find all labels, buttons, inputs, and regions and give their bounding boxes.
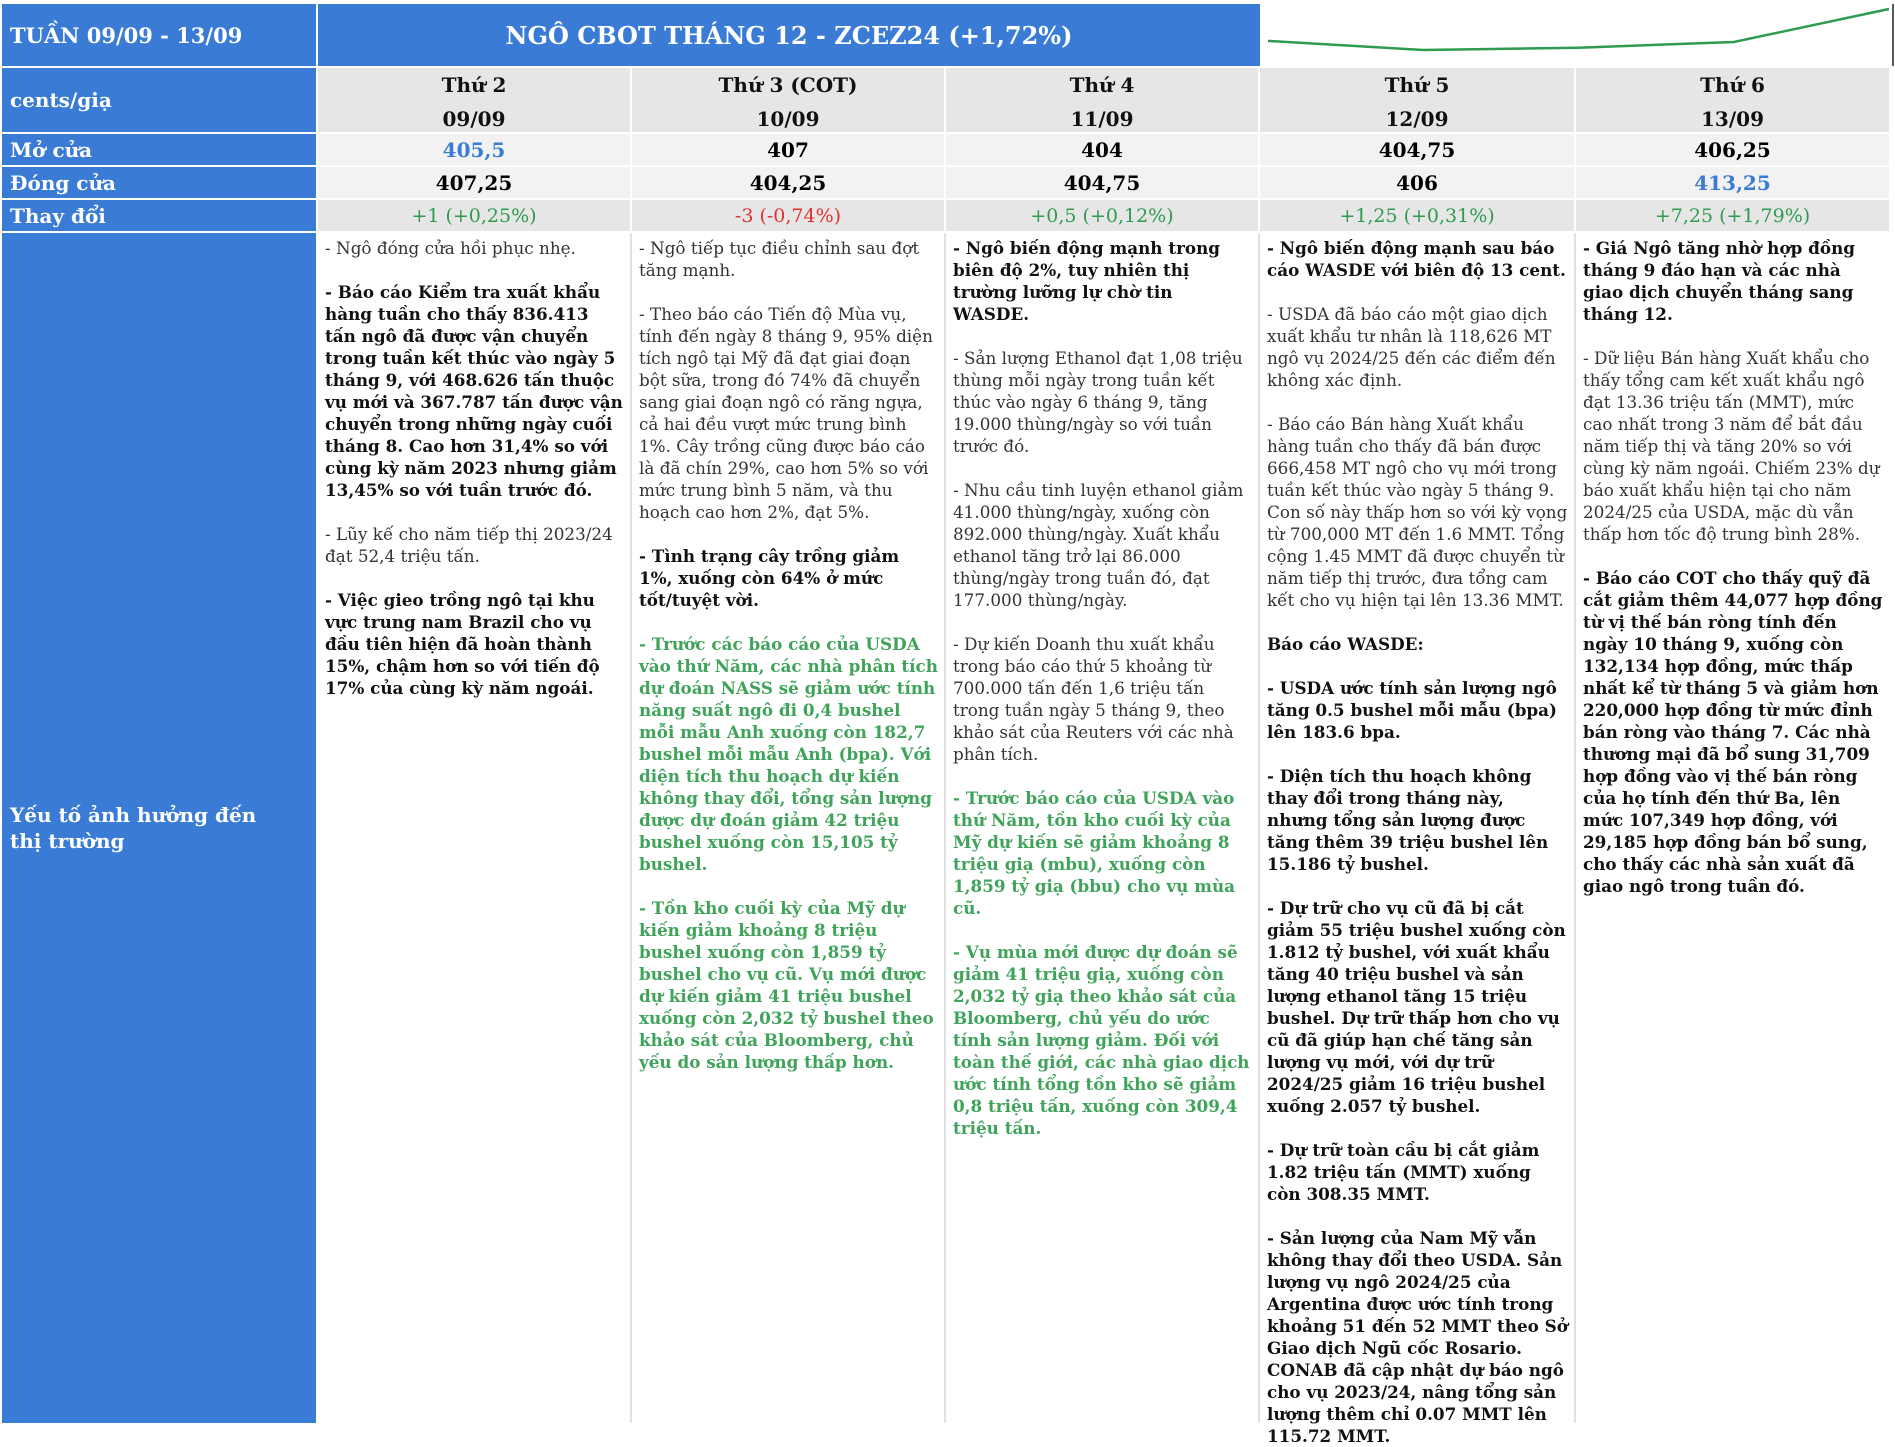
- open-value-mon: [318, 134, 630, 165]
- day-name: Thứ 2: [441, 73, 507, 97]
- close-value: 404,75: [1063, 170, 1141, 195]
- close-value: 413,25: [1694, 170, 1771, 195]
- day-name: Thứ 6: [1700, 73, 1765, 97]
- close-value-mon: [318, 167, 630, 198]
- page-title: [318, 4, 1260, 66]
- factor-text: - Dự kiến Doanh thu xuất khẩu trong báo cáo thứ 5 khoảng từ 700.000 tấn đến 1,6 triệu tấn trong tuần ngày 5 tháng 9, theo khảo sát của Reuters với các nhà phân tích.: [953, 634, 1234, 764]
- day-date: 12/09: [1385, 107, 1449, 131]
- day-header-wed: [946, 68, 1258, 132]
- factor-text: - Lũy kế cho năm tiếp thị 2023/24 đạt 52,4 triệu tấn.: [325, 524, 613, 566]
- factors-tue: [632, 233, 944, 1423]
- factor-text: - Báo cáo Kiểm tra xuất khẩu hàng tuần cho thấy 836.413 tấn ngô đã được vận chuyển trong tuần kết thúc vào ngày 5 tháng 9, với 468.626 tấn thuộc vụ mới và 367.787 tấn được vận chuyển trong những ngày cuối tháng 8. Cao hơn 31,4% so với cùng kỳ năm 2023 nhưng giảm 13,45% so với tuần trước đó.: [325, 282, 623, 500]
- close-value: 407,25: [435, 170, 513, 195]
- factors-mon: [318, 233, 630, 1423]
- factor-text: - Dự trữ toàn cầu bị cắt giảm 1.82 triệu tấn (MMT) xuống còn 308.35 MMT.: [1267, 1140, 1540, 1204]
- open-label-text: Mở cửa: [10, 137, 93, 162]
- factor-text: - Báo cáo Bán hàng Xuất khẩu hàng tuần cho thấy đã bán được 666,458 MT ngô cho vụ mới trong tuần kết thúc vào ngày 5 tháng 9. Con số này thấp hơn so với kỳ vọng từ 700,000 MT đến 1.6 MMT. Tổng cộng 1.45 MMT đã được chuyển từ năm tiếp thị trước, đưa tổng cam kết cho vụ hiện tại lên 13.36 MMT.: [1267, 414, 1568, 610]
- factor-text: - Sản lượng của Nam Mỹ vẫn không thay đổi theo USDA. Sản lượng vụ ngô 2024/25 của Argentina được ước tính trong khoảng 51 đến 52 MMT theo Sở Giao dịch Ngũ cốc Rosario. CONAB đã cập nhật dự báo ngô cho vụ 2023/24, nâng tổng sản lượng thêm chỉ 0.07 MMT lên 115.72 MMT.: [1267, 1228, 1568, 1446]
- factor-text: Báo cáo WASDE:: [1267, 634, 1424, 654]
- unit-label-text: cents/giạ: [10, 88, 112, 112]
- factor-text: - Giá Ngô tăng nhờ hợp đồng tháng 9 đáo hạn và các nhà giao dịch chuyển tháng sang tháng 12.: [1583, 238, 1856, 324]
- open-value: 405,5: [442, 137, 506, 162]
- factor-text: - Trước báo cáo của USDA vào thứ Năm, tồn kho cuối kỳ của Mỹ dự kiến sẽ giảm khoảng 8 triệu giạ (mbu), xuống còn 1,859 tỷ giạ (bbu) cho vụ mùa cũ.: [953, 788, 1236, 918]
- factor-text: - Báo cáo COT cho thấy quỹ đã cắt giảm thêm 44,077 hợp đồng từ vị thế bán ròng tính đến ngày 10 tháng 9, xuống còn 132,134 hợp đồng, mức thấp nhất kể từ tháng 5 và giảm hơn 220,000 hợp đồng từ mức đỉnh bán ròng vào tháng 7. Các nhà thương mại đã bổ sung 31,709 hợp đồng vào vị thế bán ròng của họ tính đến thứ Ba, lên mức 107,349 hợp đồng, với 29,185 hợp đồng bán bổ sung, cho thấy các nhà sản xuất đã giao ngô trong tuần đó.: [1583, 568, 1883, 896]
- change-value: +1 (+0,25%): [411, 204, 537, 227]
- factor-text: - Dự trữ cho vụ cũ đã bị cắt giảm 55 triệu bushel xuống còn 1.812 tỷ bushel, với xuất khẩu tăng 40 triệu bushel và sản lượng ethanol tăng 15 triệu bushel. Dự trữ thấp hơn cho vụ cũ đã giúp hạn chế tăng sản lượng vụ mới, với dự trữ 2024/25 giảm 16 triệu bushel xuống 2.057 tỷ bushel.: [1267, 898, 1566, 1116]
- sparkline-line: [1268, 9, 1889, 50]
- factors-label-text: Yếu tố ảnh hưởng đến thị trường: [10, 803, 257, 853]
- change-value-fri: [1576, 200, 1889, 231]
- factor-text: - Theo báo cáo Tiến độ Mùa vụ, tính đến ngày 8 tháng 9, 95% diện tích ngô tại Mỹ đã đạt giai đoạn bột sữa, trong đó 74% đã chuyển sang giai đoạn ngô có răng ngựa, cả hai đều vượt mức trung bình 1%. Cây trồng cũng được báo cáo là đã chín 29%, cao hơn 5% so với mức trung bình 5 năm, và thu hoạch cao hơn 2%, đạt 5%.: [639, 304, 933, 522]
- open-value-fri: [1576, 134, 1889, 165]
- close-label: [2, 167, 316, 198]
- day-name: Thứ 3 (COT): [718, 73, 858, 97]
- factors-wed: [946, 233, 1258, 1423]
- change-label-text: Thay đổi: [10, 203, 106, 228]
- change-label: [2, 200, 316, 231]
- open-value: 406,25: [1694, 137, 1771, 162]
- factor-text: - Ngô biến động mạnh sau báo cáo WASDE với biên độ 13 cent.: [1267, 238, 1566, 280]
- factors-label: [2, 233, 316, 1423]
- close-label-text: Đóng cửa: [10, 170, 116, 195]
- change-value-mon: [318, 200, 630, 231]
- factor-text: - Ngô biến động mạnh trong biên độ 2%, tuy nhiên thị trường lưỡng lự chờ tin WASDE.: [953, 238, 1221, 324]
- close-value-wed: [946, 167, 1258, 198]
- factor-text: - Vụ mùa mới được dự đoán sẽ giảm 41 triệu giạ, xuống còn 2,032 tỷ giạ theo khảo sát của Bloomberg, chủ yếu do ước tính sản lượng giảm. Đối với toàn thế giới, các nhà giao dịch ước tính tổng tồn kho sẽ giảm 0,8 triệu tấn, xuống còn 309,4 triệu tấn.: [953, 942, 1250, 1138]
- open-label: [2, 134, 316, 165]
- column-divider: [1574, 233, 1576, 1423]
- factor-text: - Trước các báo cáo của USDA vào thứ Năm, các nhà phân tích dự đoán NASS sẽ giảm ước tính năng suất ngô đi 0,4 bushel mỗi mẫu Anh xuống còn 182,7 bushel mỗi mẫu Anh (bpa). Với diện tích thu hoạch dự kiến không thay đổi, tổng sản lượng được dự đoán giảm 42 triệu bushel xuống còn 15,105 tỷ bushel.: [639, 634, 938, 874]
- factor-text: - Nhu cầu tinh luyện ethanol giảm 41.000 thùng/ngày, xuống còn 892.000 thùng/ngày. Xuất khẩu ethanol tăng trở lại 86.000 thùng/ngày trong tuần đó, đạt 177.000 thùng/ngày.: [953, 480, 1244, 610]
- factor-text: - Dữ liệu Bán hàng Xuất khẩu cho thấy tổng cam kết xuất khẩu ngô đạt 13.36 triệu tấn (MMT), mức cao nhất trong 3 năm để bắt đầu năm tiếp thị và tăng 20% so với cùng kỳ năm ngoái. Chiếm 23% dự báo xuất khẩu hiện tại cho năm 2024/25 của USDA, mặc dù vẫn thấp hơn tốc độ trung bình 28%.: [1583, 348, 1880, 544]
- day-name: Thứ 5: [1384, 73, 1450, 97]
- change-value-tue: [632, 200, 944, 231]
- open-value-wed: [946, 134, 1258, 165]
- week-label-text: TUẦN 09/09 - 13/09: [10, 22, 243, 48]
- sparkline-svg: [1262, 4, 1895, 66]
- close-value-fri: [1576, 167, 1889, 198]
- day-date: 09/09: [442, 107, 506, 131]
- week-label: [2, 4, 316, 66]
- open-value: 407: [767, 137, 809, 162]
- open-value: 404,75: [1378, 137, 1456, 162]
- unit-label: [2, 68, 316, 132]
- day-header-mon: [318, 68, 630, 132]
- open-value-tue: [632, 134, 944, 165]
- day-date: 13/09: [1701, 107, 1764, 131]
- day-header-thu: [1260, 68, 1574, 132]
- close-value: 406: [1396, 170, 1438, 195]
- sparkline-chart: [1262, 4, 1895, 66]
- change-value-wed: [946, 200, 1258, 231]
- change-value-thu: [1260, 200, 1574, 231]
- factor-text: - Tình trạng cây trồng giảm 1%, xuống còn 64% ở mức tốt/tuyệt vời.: [639, 546, 900, 610]
- open-value: 404: [1081, 137, 1123, 162]
- factor-text: - USDA ước tính sản lượng ngô tăng 0.5 bushel mỗi mẫu (bpa) lên 183.6 bpa.: [1267, 678, 1557, 742]
- day-date: 11/09: [1070, 107, 1134, 131]
- column-divider: [944, 233, 946, 1423]
- factors-thu: [1260, 233, 1574, 1446]
- column-divider: [630, 233, 632, 1423]
- close-value-tue: [632, 167, 944, 198]
- day-header-fri: [1576, 68, 1889, 132]
- factor-text: - Việc gieo trồng ngô tại khu vực trung nam Brazil cho vụ đầu tiên hiện đã hoàn thành 15%, chậm hơn so với tiến độ 17% của cùng kỳ năm ngoái.: [325, 590, 600, 698]
- column-divider: [1258, 233, 1260, 1423]
- close-value-thu: [1260, 167, 1574, 198]
- change-value: +0,5 (+0,12%): [1030, 204, 1174, 227]
- factor-text: - Ngô tiếp tục điều chỉnh sau đợt tăng mạnh.: [639, 238, 920, 280]
- change-value: +7,25 (+1,79%): [1654, 204, 1811, 227]
- change-value: +1,25 (+0,31%): [1339, 204, 1495, 227]
- factors-fri: [1576, 233, 1889, 1423]
- open-value-thu: [1260, 134, 1574, 165]
- day-header-tue: [632, 68, 944, 132]
- change-value: -3 (-0,74%): [734, 204, 842, 227]
- factor-text: - USDA đã báo cáo một giao dịch xuất khẩu tư nhân là 118,626 MT ngô vụ 2024/25 đến các điểm đến không xác định.: [1267, 304, 1556, 390]
- factor-text: - Sản lượng Ethanol đạt 1,08 triệu thùng mỗi ngày trong tuần kết thúc vào ngày 6 tháng 9, tăng 19.000 thùng/ngày so với tuần trước đó.: [953, 348, 1243, 456]
- factor-text: - Ngô đóng cửa hồi phục nhẹ.: [325, 238, 576, 258]
- factor-text: - Tồn kho cuối kỳ của Mỹ dự kiến giảm khoảng 8 triệu bushel xuống còn 1,859 tỷ bushel cho vụ cũ. Vụ mới được dự kiến giảm 41 triệu bushel xuống còn 2,032 tỷ bushel theo khảo sát của Bloomberg, chủ yếu do sản lượng thấp hơn.: [639, 898, 934, 1072]
- factor-text: - Diện tích thu hoạch không thay đổi trong tháng này, nhưng tổng sản lượng được tăng thêm 39 triệu bushel lên 15.186 tỷ bushel.: [1267, 766, 1549, 874]
- page-title-text: NGÔ CBOT THÁNG 12 - ZCEZ24 (+1,72%): [505, 20, 1073, 50]
- day-name: Thứ 4: [1069, 73, 1135, 97]
- close-value: 404,25: [749, 170, 827, 195]
- day-date: 10/09: [756, 107, 820, 131]
